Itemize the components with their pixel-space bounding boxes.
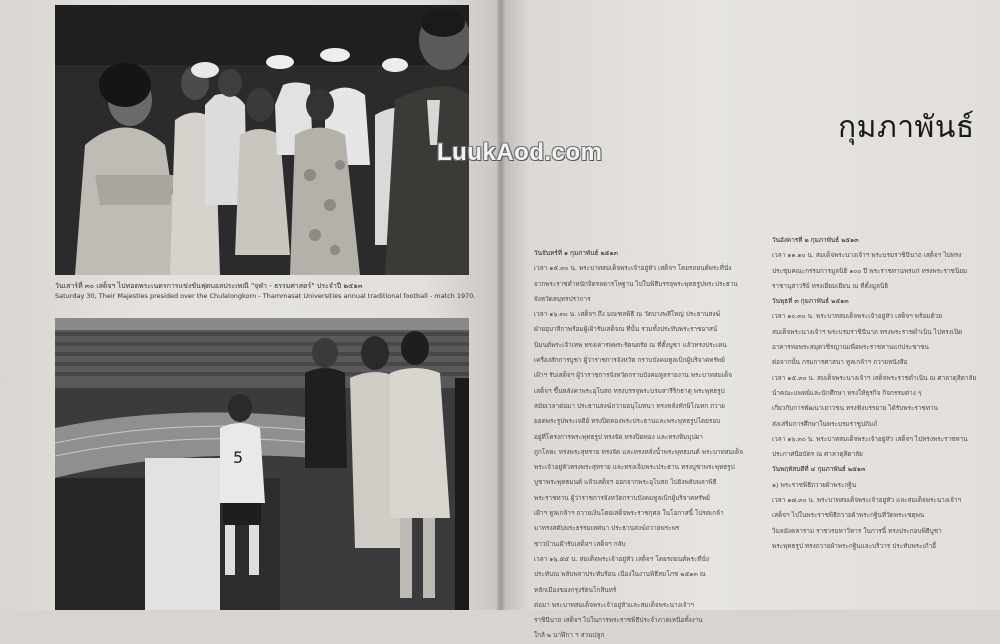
date-heading: วันจันทร์ที่ ๑ กุมภาพันธ์ ๒๕๑๓ (534, 249, 618, 257)
text-line: ต่อจากนั้น กรมการศาสนา ทูลเกล้าฯ ถวายหนังสือ (772, 358, 908, 367)
svg-text:5: 5 (233, 448, 244, 467)
text-line: ต่อมา พระบาทสมเด็จพระเจ้าอยู่หัวและสมเด็จพระนางเจ้าฯ (534, 600, 694, 609)
photo-stadium-illustration (55, 318, 469, 610)
watermark: LuukAod.com (437, 139, 603, 166)
text-line: อาคารหอพระสมุดวชิรญาณเพื่อพระราชทานแก่ประชาชน (772, 343, 929, 352)
date-heading: วันพฤหัสบดีที่ ๔ กุมภาพันธ์ ๒๕๑๓ (772, 465, 866, 474)
text-line: วิมลมังคลาราม ราชวรมหาวิหาร ในการนี้ ทรงประกอบพิธีบูชา (772, 526, 942, 535)
caption-english: Saturday 30, Their Majesties presided over the Chulalongkorn - Thammasat Universities annual traditional football - match 1970. (55, 292, 476, 300)
photo-stadium (55, 318, 469, 610)
text-line: ถูกโลหะ ทรงพระสุหราย ทรงจัด และทรงหลั่งน้ำพระพุทธมนต์ พระบาทสมเด็จ (534, 447, 743, 456)
text-column-right (772, 233, 990, 554)
text-line: พระเจ้าอยู่หัวทรงพระสุหราย และทรงเจิมพระประธาน ทรงบูชาพระพุทธรูป (534, 463, 735, 472)
date-heading: วันอังคารที่ ๒ กุมภาพันธ์ ๒๕๑๓ (772, 236, 859, 244)
text-line: สมเด็จพระนางเจ้าฯ พระบรมราชินีนาถ ทรงพระราชดำเนิน ไปทรงเปิด (772, 327, 963, 336)
text-line: พระราชทาน ผู้ว่าราชการจังหวัดกราบบังคมทูลเบิกผู้บริจาคทรัพย์ (534, 493, 710, 502)
text-line: สมัยเวลาต่อมา ประธานสงฆ์ถวายอนุโมทนา ทรงหลั่งทักษิโณทก ถวาย (534, 401, 725, 410)
text-line: ๑) พระราชพิธีถวายผ้าพระกฐิน (772, 480, 857, 489)
text-line: นิมนต์พระเจ้าเทพ ทรงเคารพพระรัตนตรัย ณ ที่ตั้งบูชา แล้วทรงประเคน (534, 340, 727, 349)
text-line: พระพุทธรูป ทรงถวายผ้าพระกฐินและบริวาร ประทับพระเก้าอี้ (772, 541, 937, 550)
month-title: กุมภาพันธ์ (838, 110, 975, 145)
text-line: ประชุมคณะกรรมการมูลนิธิ ๑๐๐ ปี พระราชทานพรแก่ ทรงพระราชนิยม (772, 266, 968, 275)
text-line: เวลา ๑๕.๓๐ น. พระบาทสมเด็จพระเจ้าอยู่หัว เสด็จฯ โดยรถยนต์พระที่นั่ง (534, 264, 732, 273)
text-line: เสด็จฯ ไปในพระราชพิธีถวายผ้าพระกฐินที่วัดพระเชตุพน (772, 511, 925, 520)
text-line: ฝ่ายอุบาสิกาพร้อมผู้เฝ้ารับเสด็จณ ที่นั้น รวมทั้งประทับพระราชอาสน์ (534, 325, 718, 334)
text-line: เวลา ๑๖.๓๐ น. พระบาทสมเด็จพระเจ้าอยู่หัว เสด็จฯ ไปทรงพระราชทาน (772, 434, 968, 443)
photo-royal-visit-illustration (55, 5, 469, 275)
text-line: ราชานุสาวรีย์ ทรงเยี่ยมเยียน ณ ที่ตั้งมูลนิธิ (772, 281, 889, 290)
text-line: ส่งเสริมการศึกษาในพระบรมราชูปถัมภ์ (772, 419, 878, 428)
text-line: หลักเมืองของกรุงรัตนโกสินทร์ (534, 585, 617, 594)
text-line: เฝ้าฯ รับเสด็จฯ ผู้ว่าราชการจังหวัดกราบบังคมทูลรายงาน พระบาทสมเด็จ (534, 371, 732, 380)
text-line: เวลา ๑๐.๓๐ น. พระบาทสมเด็จพระเจ้าอยู่หัว เสด็จฯ พร้อมด้วย (772, 312, 942, 321)
date-heading: วันพุธที่ ๓ กุมภาพันธ์ ๒๕๑๓ (772, 297, 849, 306)
text-line: เวลา ๑๖.๕๕ น. สมเด็จพระเจ้าอยู่หัว เสด็จฯ โดยรถยนต์พระที่นั่ง (534, 554, 710, 563)
text-line: ยอดพระรูปพระเจดีย์ ทรงปิดทองพระประธานและพระพุทธรูปโดยรอบ (534, 417, 721, 426)
text-line: จังหวัดสมุทรปราการ (534, 294, 591, 303)
text-line: เฝ้าฯ ทูลเกล้าฯ ถวายเงินโดยเสด็จพระราชกุศล ในโอกาสนี้ โปรดเกล้า (534, 509, 724, 518)
photo-royal-visit (55, 5, 469, 275)
text-line: เวลา ๑๖.๓๐ น. เสด็จฯ ถึง มณฑลพิธี ณ วัดบางพลีใหญ่ ประธานสงฆ์ (534, 310, 721, 319)
text-line: เวลา ๑๗.๓๐ น. พระบาทสมเด็จพระเจ้าอยู่หัว และสมเด็จพระนางเจ้าฯ (772, 496, 961, 505)
text-line: นำคณะแพทย์และนักศึกษา ทรงให้ธุรกิจ กิจกรรมต่าง ๆ (772, 388, 922, 397)
text-line: บูชาพระพุทธมนต์ แล้วเสด็จฯ ออกจากพระอุโบสถ ไปยังพลับพลาพิธี (534, 478, 717, 487)
caption-thai: วันเสาร์ที่ ๓๐ เสด็จฯ ไปทอดพระเนตรการแข่งขันฟุตบอลประเพณี "จุฬา - ธรรมศาสตร์" ประจำปี ๒๕๑๓ (55, 282, 363, 290)
text-line: เกี่ยวกับการพัฒนาเยาวชน ทรงฟังบรรยาย ได้รับพระราชทาน (772, 404, 938, 413)
text-line: ประกาศนียบัตร ณ ศาลาดุสิดาลัย (772, 450, 863, 459)
text-line: อยู่ที่โครงการพระพุทธรูป ทรงจัด ทรงปิดทอง และทรงหิมบุปผา (534, 432, 703, 441)
text-line: เสด็จฯ ขึ้นหลังคาพระอุโบสถ ทรงบรรจุพระบรมสารีริกธาตุ พระพุทธรูป (534, 386, 725, 395)
text-line: ชาวบ้านเฝ้ารับเสด็จฯ เสด็จฯ กลับ (534, 539, 626, 548)
text-line: เครื่องสักการบูชา ผู้ว่าราชการจังหวัด กราบบังคมทูลเบิกผู้บริจาคทรัพย์ (534, 356, 725, 365)
text-line: จากพระราชตำหนักจิตรลดารโหฐาน ไปในพิธีบรรจุพระพุทธรูปพระประธาน (534, 279, 738, 288)
text-line: มาทรงสดับพระธรรมเทศนา ประธานสงฆ์ถวายพระพร (534, 524, 680, 533)
text-line: ใกล้ ๒ นาฬิกา ฯ สวนปลูก (534, 631, 605, 640)
text-line: ราชินีนาถ เสด็จฯ ไปในการพระราชพิธีประจำภาคเหนือทั้งงาน (534, 616, 703, 625)
text-column-left (534, 246, 759, 644)
text-line: เวลา ๑๕.๓๐ น. สมเด็จพระนางเจ้าฯ เสด็จพระราชดำเนิน ณ ศาลาดุสิดาลัย (772, 373, 977, 382)
text-line: เวลา ๑๑.๑๐ น. สมเด็จพระนางเจ้าฯ พระบรมราชินีนาถ เสด็จฯ ไปทรง (772, 251, 962, 260)
text-line: ประทับณ พลับพลาประทับร้อน เนื่องในงานพิธีสมโภช ๒๕๑๓ ณ (534, 570, 706, 579)
book-gutter (497, 0, 505, 610)
